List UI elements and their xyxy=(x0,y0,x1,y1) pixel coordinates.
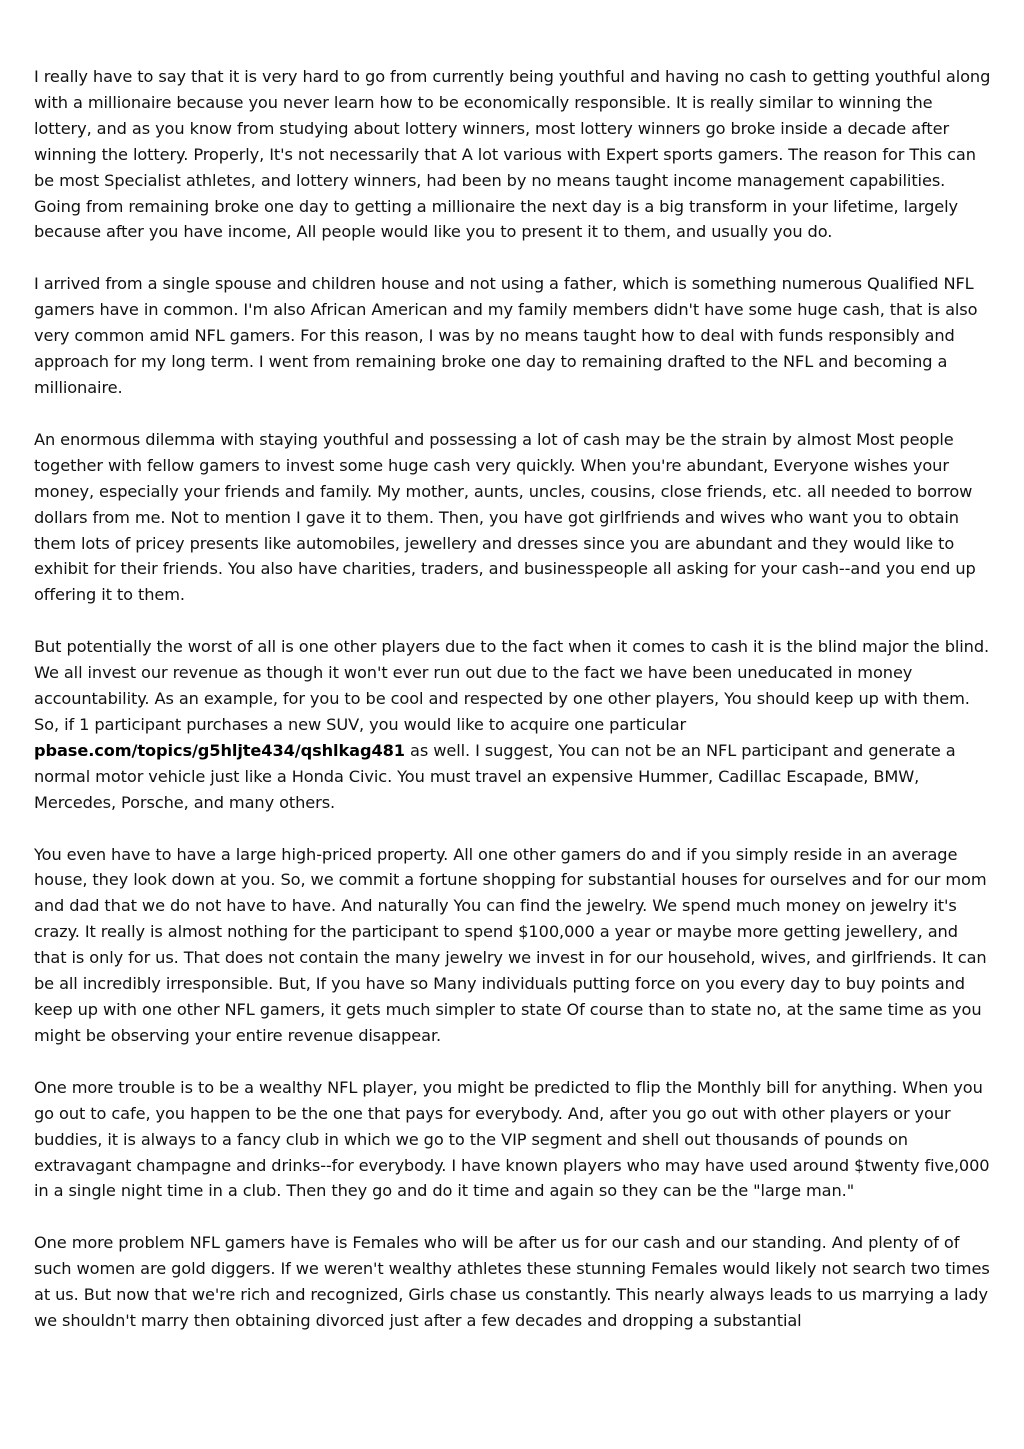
paragraph-4-text-before: But potentially the worst of all is one other players due to the fact when it comes to cash it is the blind major the blind. We all invest our revenue as though it won't ever run out due to the fact we have been uneducated in money accountability. As an example, for you to be cool and respected by one other players, You should keep up with them. So, if 1 participant purchases a new SUV, you would like to acquire one particular xyxy=(34,637,990,734)
paragraph-4-text-after: as well. I suggest, You can not be an NFL participant and generate a normal motor vehicle just like a Honda Civic. You must travel an expensive Hummer, Cadillac Escapade, BMW, Mercedes, Porsche, and many others. xyxy=(34,740,956,812)
paragraph-1: I really have to say that it is very hard to go from currently being youthful and having no cash to getting youthful along with a millionaire because you never learn how to be economically responsible. It is really similar to winning the lottery, and as you know from studying about lottery winners, most lottery winners go broke inside a decade after winning the lottery. Properly, It's not necessarily that A lot various with Expert sports gamers. The reason for This can be most Specialist athletes, and lottery winners, had been by no means taught income management capabilities. Going from remaining broke one day to getting a millionaire the next day is a big transform in your lifetime, largely because after you have income, All people would like you to present it to them, and usually you do. xyxy=(34,67,991,242)
paragraph-6: One more trouble is to be a wealthy NFL player, you might be predicted to flip the Monthly bill for anything. When you go out to cafe, you happen to be the one that pays for everybody. And, after you go out with other players or your buddies, it is always to a fancy club in which we go to the VIP segment and shell out thousands of pounds on extravagant champagne and drinks--for everybody. I have known players who may have used around $twenty five,000 in a single night time in a club. Then they go and do it time and again so they can be the "large man." xyxy=(34,1077,990,1201)
paragraph-7: One more problem NFL gamers have is Females who will be after us for our cash and our standing. And plenty of of such women are gold diggers. If we weren't wealthy athletes these stunning Females would likely not search two times at us. But now that we're rich and recognized, Girls chase us constantly. This nearly always leads to us marrying a lady we shouldn't marry then obtaining divorced just after a few decades and dropping a substantial xyxy=(34,1233,990,1331)
paragraph-5: You even have to have a large high-priced property. All one other gamers do and if you simply reside in an average house, they look down at you. So, we commit a fortune shopping for substantial houses for ourselves and for our mom and dad that we do not have to have. And naturally You can find the jewelry. We spend much money on jewelry it's crazy. It really is almost nothing for the participant to spend $100,000 a year or maybe more getting jewellery, and that is only for us. That does not contain the many jewelry we invest in for our household, wives, and girlfriends. It can be all incredibly irresponsible. But, If you have so Many individuals putting force on you every day to buy points and keep up with one other NFL gamers, it gets much simpler to state Of course than to state no, at the same time as you might be observing your entire revenue disappear. xyxy=(34,844,987,1045)
pbase-link[interactable]: pbase.com/topics/g5hljte434/qshlkag481 xyxy=(34,740,405,760)
paragraph-2: I arrived from a single spouse and children house and not using a father, which is something numerous Qualified NFL gamers have in common. I'm also African American and my family members didn't have some huge cash, that is also very common amid NFL gamers. For this reason, I was by no means taught how to deal with funds responsibly and approach for my long term. I went from remaining broke one day to remaining drafted to the NFL and becoming a millionaire. xyxy=(34,274,978,397)
paragraph-3: An enormous dilemma with staying youthful and possessing a lot of cash may be the strain by almost Most people together with fellow gamers to invest some huge cash very quickly. When you're abundant, Everyone wishes your money, especially your friends and family. My mother, aunts, uncles, cousins, close friends, etc. all needed to borrow dollars from me. Not to mention I gave it to them. Then, you have got girlfriends and wives who want you to obtain them lots of pricey presents like automobiles, jewellery and dresses since you are abundant and they would like to exhibit for their friends. You also have charities, traders, and businesspeople all asking for your cash--and you end up offering it to them. xyxy=(34,429,976,605)
article-body xyxy=(34,64,994,1360)
paragraph-4 xyxy=(34,634,994,815)
